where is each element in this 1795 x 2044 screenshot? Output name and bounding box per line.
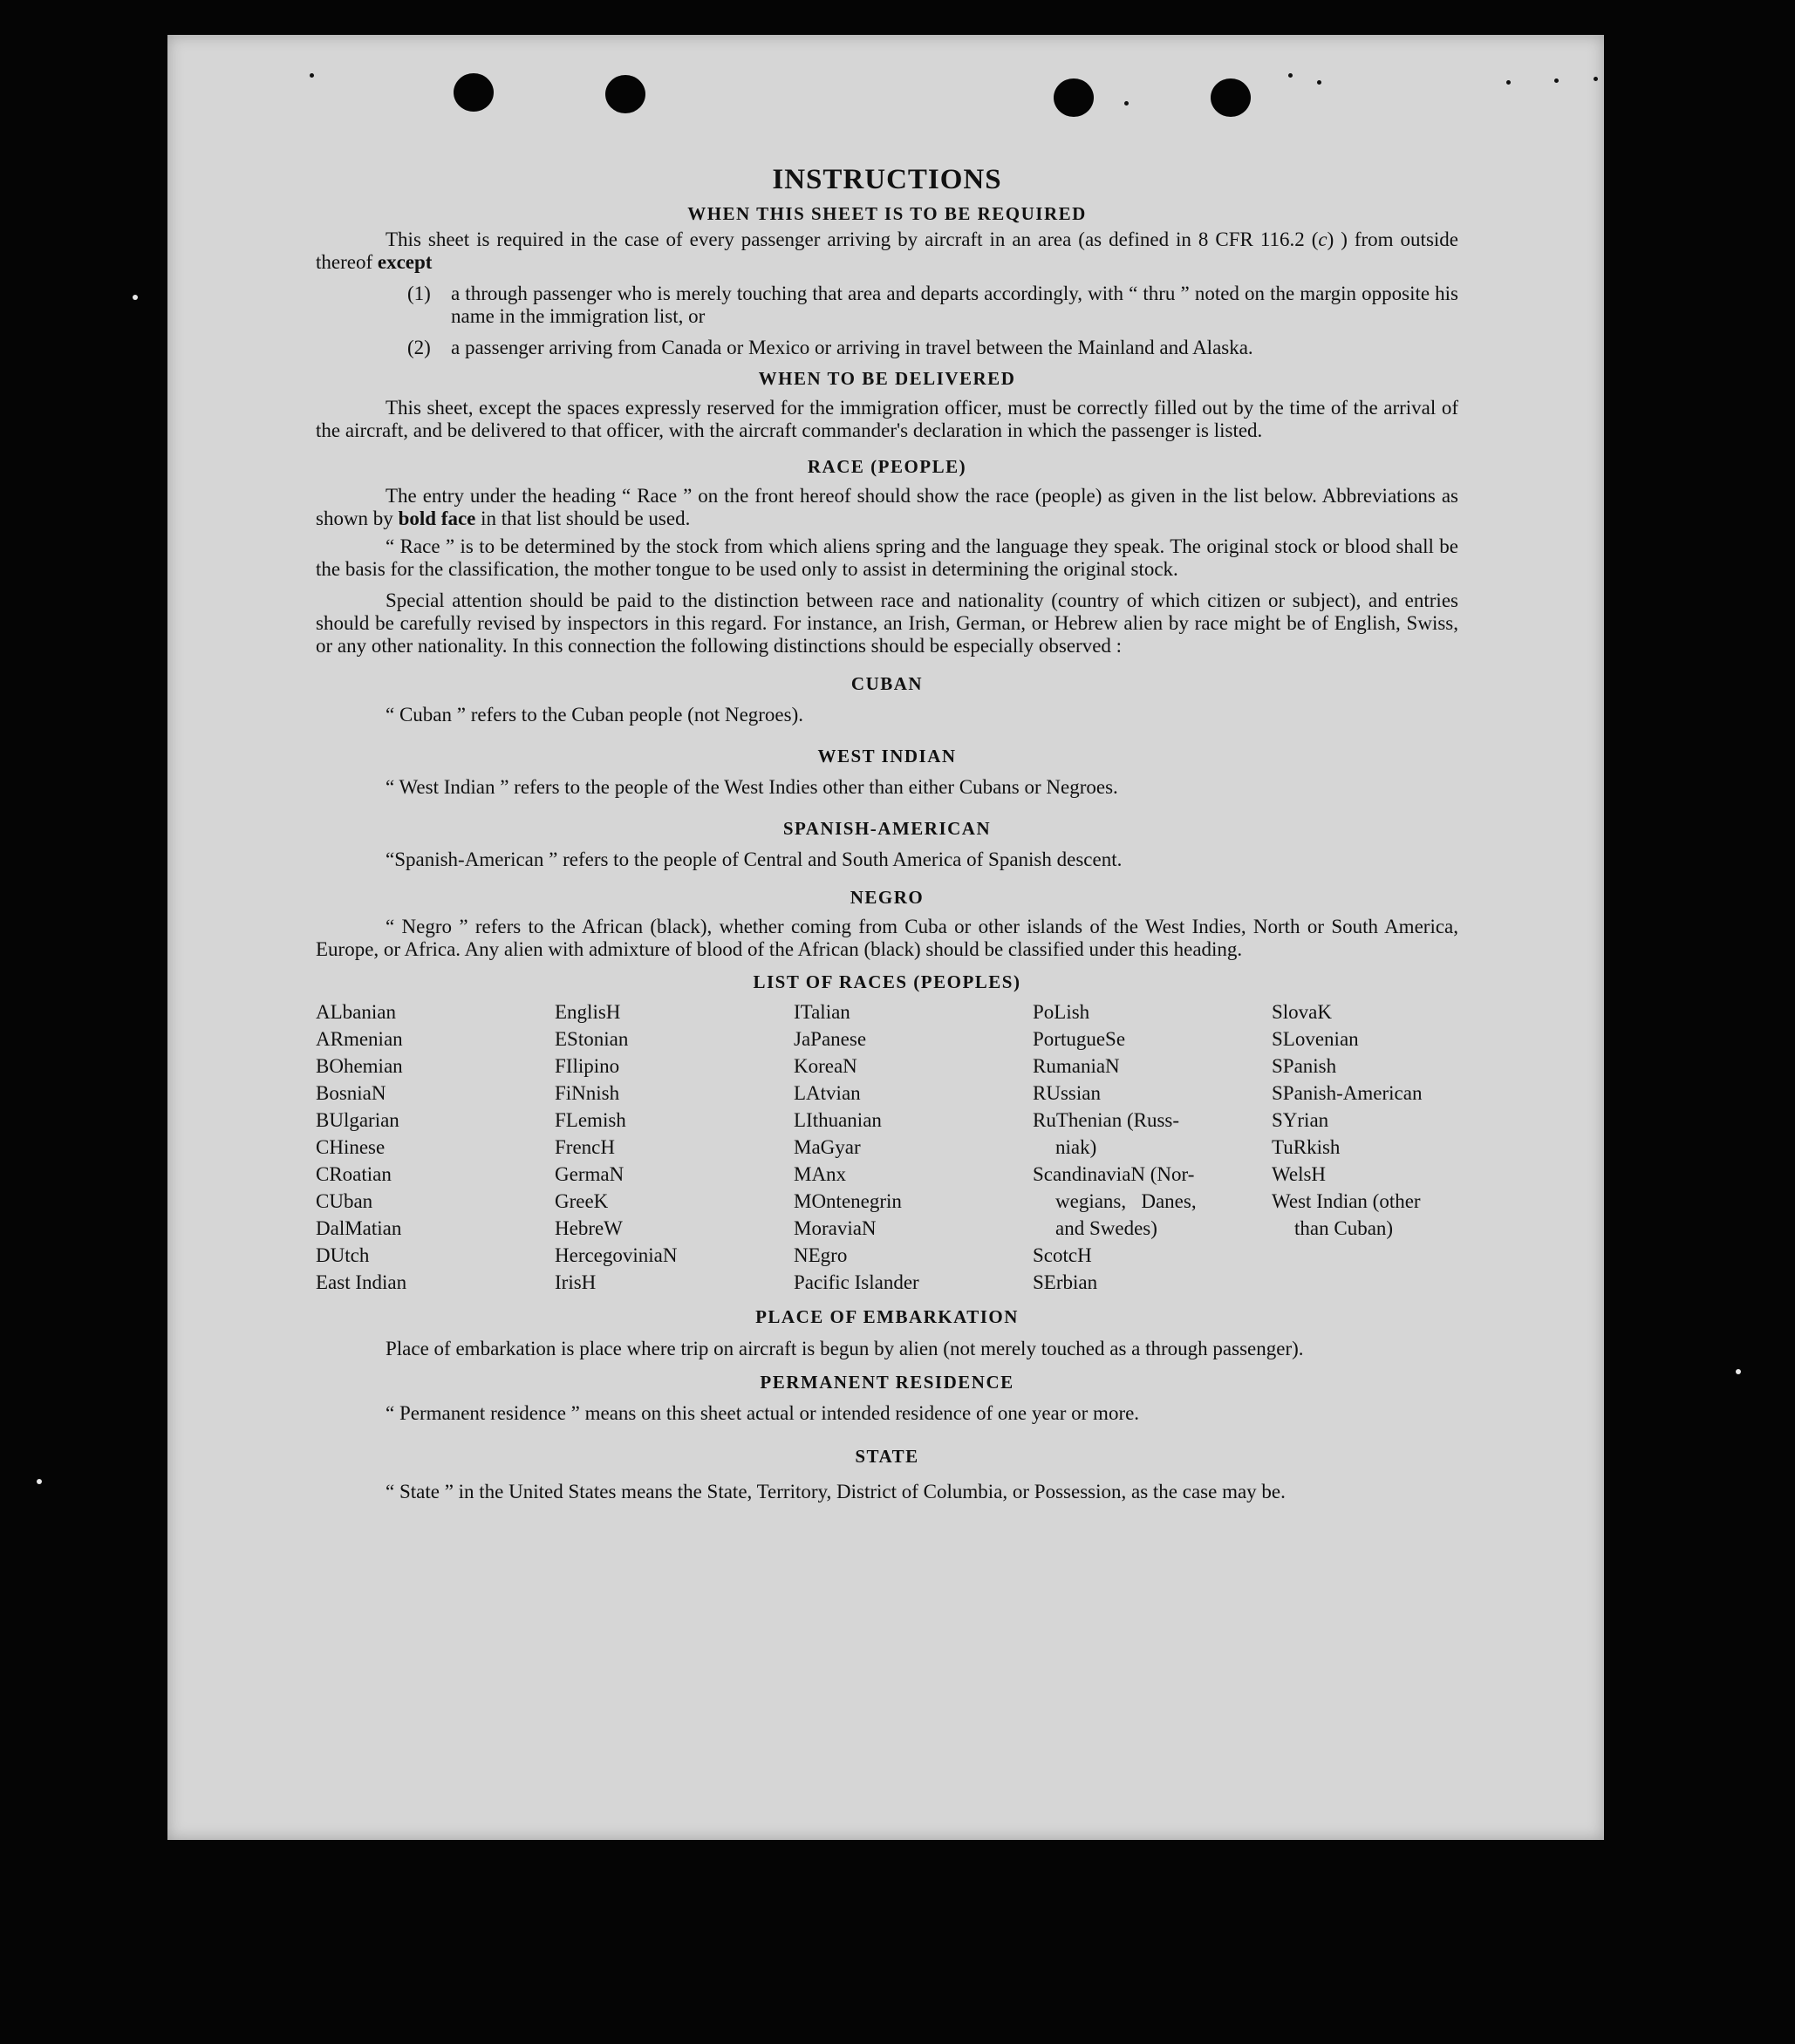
paragraph: “Spanish-American ” refers to the people of Central and South America of Spanish descent.	[386, 848, 1123, 870]
exception-item	[407, 337, 1458, 359]
film-speck	[133, 295, 138, 300]
page-title: INSTRUCTIONS	[772, 164, 1002, 195]
paragraph: “ State ” in the United States means the State, Territory, District of Columbia, or Possession, as the case may be.	[386, 1481, 1286, 1502]
race-entry: MaGyar	[794, 1136, 861, 1158]
paragraph: “ West Indian ” refers to the people of the West Indies other than either Cubans or Negroes.	[386, 776, 1118, 798]
paragraph-text: ) ) from outside thereof	[316, 228, 1458, 273]
speck	[1554, 78, 1559, 83]
race-entry: HebreW	[555, 1217, 623, 1239]
document-page	[167, 35, 1604, 1840]
race-entry: EnglisH	[555, 1001, 621, 1023]
paragraph-italic: c	[1318, 228, 1327, 250]
paragraph	[316, 228, 1458, 274]
race-entry: LAtvian	[794, 1082, 861, 1104]
section-heading: NEGRO	[850, 887, 925, 908]
item-number: (1)	[407, 283, 431, 304]
race-entry: RuThenian (Russ- niak)	[1033, 1109, 1180, 1158]
paragraph: “ Negro ” refers to the African (black), whether coming from Cuba or other islands of the West Indies, North or South America, Europe, or Africa. Any alien with admixture of blood of the African (black) should be classified under this heading.	[316, 916, 1458, 960]
race-entry: SYrian	[1272, 1109, 1329, 1131]
race-entry: FIlipino	[555, 1055, 620, 1077]
paragraph-bold: except	[377, 251, 433, 273]
race-entry: FLemish	[555, 1109, 626, 1131]
section-heading: RACE (PEOPLE)	[807, 456, 967, 477]
section-heading: WHEN TO BE DELIVERED	[758, 368, 1016, 389]
race-entry: WelsH	[1272, 1163, 1327, 1185]
paragraph-text: This sheet is required in the case of every passenger arriving by aircraft in an area (as defined in 8 CFR 116.2 (	[386, 228, 1319, 250]
race-entry: ScandinaviaN (Nor- wegians, Danes, and Swedes)	[1033, 1163, 1197, 1239]
paragraph: Place of embarkation is place where trip on aircraft is begun by alien (not merely touched as a through passenger).	[386, 1338, 1304, 1359]
section-heading: STATE	[855, 1446, 919, 1467]
paragraph	[316, 485, 1458, 530]
film-speck	[37, 1479, 42, 1484]
punch-hole	[454, 73, 494, 112]
races-column	[794, 998, 1033, 1296]
race-entry: SPanish	[1272, 1055, 1337, 1077]
section-heading: SPANISH-AMERICAN	[782, 818, 992, 839]
race-entry: IrisH	[555, 1271, 597, 1293]
race-entry: ScotcH	[1033, 1244, 1092, 1266]
race-entry: LIthuanian	[794, 1109, 882, 1131]
paragraph-bold: bold face	[398, 508, 476, 529]
paragraph: “ Cuban ” refers to the Cuban people (not Negroes).	[386, 704, 804, 726]
race-entry: BosniaN	[316, 1082, 386, 1104]
paragraph-text: in that list should be used.	[475, 508, 691, 529]
punch-hole	[1211, 78, 1251, 117]
item-text: a passenger arriving from Canada or Mexico or arriving in travel between the Mainland and Alaska.	[451, 337, 1253, 358]
exception-item	[407, 283, 1458, 328]
paragraph: “ Race ” is to be determined by the stock from which aliens spring and the language they speak. The original stock or blood shall be the basis for the classification, the mother tongue to be used only to assist in determining the original stock.	[316, 535, 1458, 580]
section-heading: CUBAN	[850, 673, 924, 694]
race-entry: DalMatian	[316, 1217, 402, 1239]
race-entry: GreeK	[555, 1190, 609, 1212]
section-heading: PLACE OF EMBARKATION	[755, 1306, 1019, 1327]
race-entry: CHinese	[316, 1136, 386, 1158]
paragraph: “ Permanent residence ” means on this sheet actual or intended residence of one year or more.	[386, 1402, 1140, 1424]
races-column	[1272, 998, 1458, 1296]
section-heading: PERMANENT RESIDENCE	[760, 1372, 1014, 1393]
race-entry: SPanish-American	[1272, 1082, 1423, 1104]
race-entry: SErbian	[1033, 1271, 1098, 1293]
speck	[1317, 80, 1321, 85]
section-heading: WHEN THIS SHEET IS TO BE REQUIRED	[687, 203, 1087, 224]
speck	[1506, 80, 1511, 85]
race-entry: RumaniaN	[1033, 1055, 1120, 1077]
race-entry: RUssian	[1033, 1082, 1101, 1104]
race-entry: MAnx	[794, 1163, 847, 1185]
race-entry: MoraviaN	[794, 1217, 877, 1239]
paragraph: This sheet, except the spaces expressly reserved for the immigration officer, must be correctly filled out by the time of the arrival of the aircraft, and be delivered to that officer, with the aircraft commander's declaration in which the passenger is listed.	[316, 397, 1458, 441]
race-entry: SlovaK	[1272, 1001, 1332, 1023]
race-entry: East Indian	[316, 1271, 407, 1293]
race-entry: EStonian	[555, 1028, 629, 1050]
race-entry: PortugueSe	[1033, 1028, 1126, 1050]
race-entry: HercegoviniaN	[555, 1244, 678, 1266]
paragraph-text: The entry under the heading “ Race ” on the front hereof should show the race (people) as given in the list below. Abbreviations as shown by	[316, 485, 1458, 529]
race-entry: SLovenian	[1272, 1028, 1359, 1050]
race-entry: ARmenian	[316, 1028, 403, 1050]
race-entry: GermaN	[555, 1163, 624, 1185]
section-heading: LIST OF RACES (PEOPLES)	[753, 971, 1021, 992]
race-entry: PoLish	[1033, 1001, 1090, 1023]
race-entry: Pacific Islander	[794, 1271, 919, 1293]
film-speck	[1736, 1369, 1741, 1374]
race-entry: KoreaN	[794, 1055, 857, 1077]
race-entry: ITalian	[794, 1001, 850, 1023]
race-entry: DUtch	[316, 1244, 370, 1266]
race-entry: West Indian (other than Cuban)	[1272, 1190, 1421, 1239]
punch-hole	[1054, 78, 1094, 117]
paragraph: Special attention should be paid to the distinction between race and nationality (country of which citizen or subject), and entries should be carefully revised by inspectors in this regard. For instance, an Irish, German, or Hebrew alien by race might be of English, Swiss, or any other nationality. In this connection the following distinctions should be especially observed :	[316, 589, 1458, 657]
punch-hole	[605, 75, 645, 113]
speck	[310, 73, 314, 78]
section-heading: WEST INDIAN	[817, 746, 957, 766]
races-column	[1033, 998, 1272, 1296]
race-entry: FiNnish	[555, 1082, 620, 1104]
race-entry: MOntenegrin	[794, 1190, 902, 1212]
race-entry: JaPanese	[794, 1028, 867, 1050]
races-column	[555, 998, 794, 1296]
races-column	[316, 998, 555, 1296]
race-entry: ALbanian	[316, 1001, 396, 1023]
race-entry: CRoatian	[316, 1163, 392, 1185]
speck	[1594, 77, 1598, 81]
item-number: (2)	[407, 337, 431, 358]
instructions-text	[316, 164, 1458, 1506]
race-entry: FrencH	[555, 1136, 615, 1158]
race-entry: BUlgarian	[316, 1109, 399, 1131]
speck	[1124, 101, 1129, 106]
race-entry: BOhemian	[316, 1055, 403, 1077]
item-text: a through passenger who is merely touching that area and departs accordingly, with “ thru ” noted on the margin opposite his name in the immigration list, or	[451, 283, 1458, 327]
races-list	[316, 998, 1458, 1296]
race-entry: TuRkish	[1272, 1136, 1341, 1158]
race-entry: CUban	[316, 1190, 373, 1212]
speck	[1288, 73, 1293, 78]
race-entry: NEgro	[794, 1244, 848, 1266]
